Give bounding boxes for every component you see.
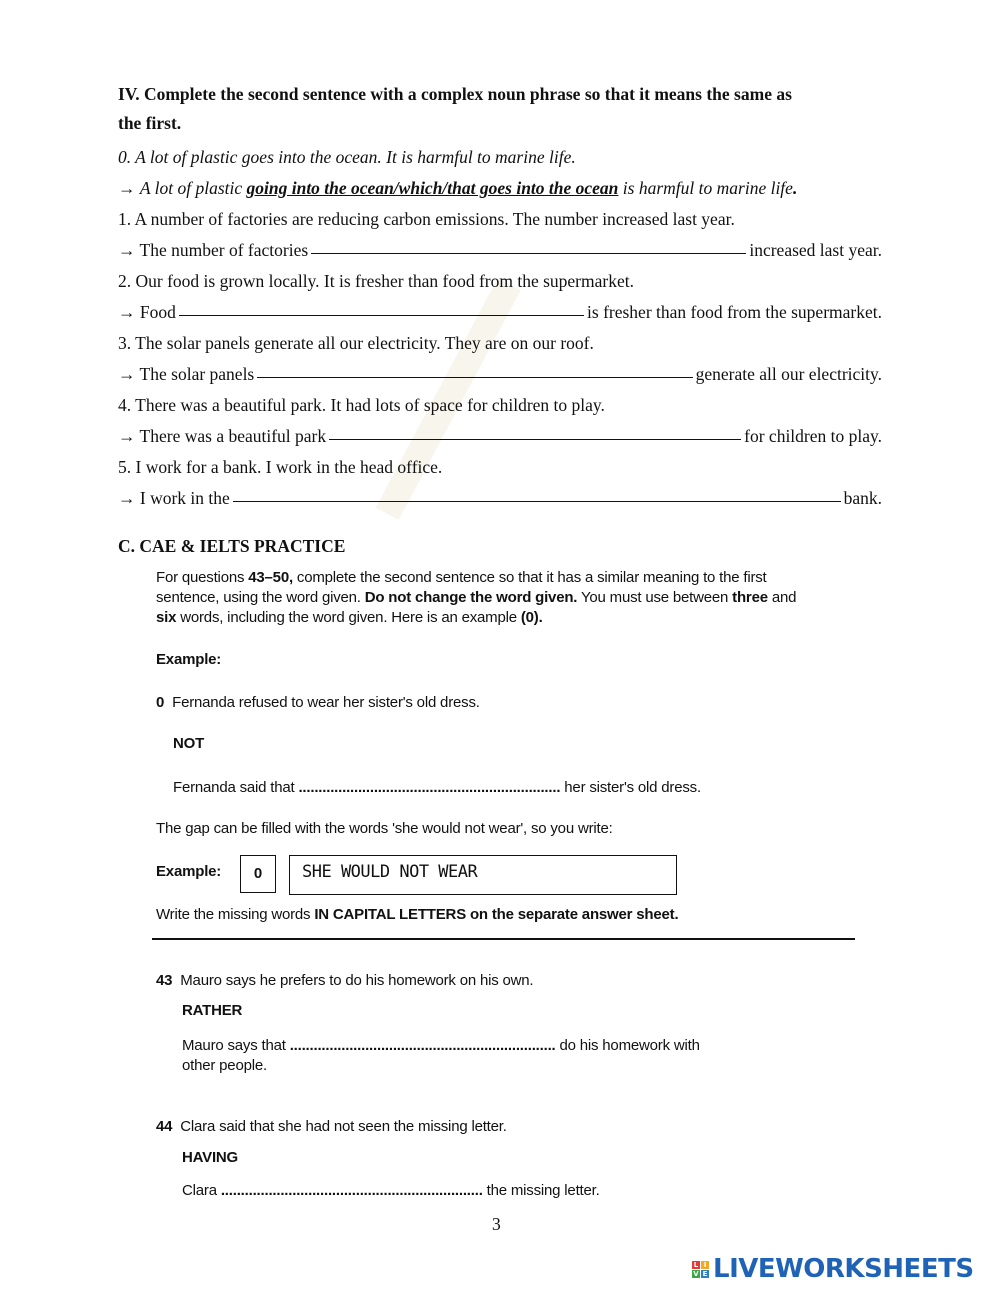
question-43-text: Mauro says he prefers to do his homework on his own. [180, 972, 534, 989]
question-43-start: Mauro says that [182, 1037, 286, 1054]
item-5-blank[interactable] [233, 501, 841, 502]
instr-text: For questions [156, 569, 249, 586]
item-2-suffix: is fresher than food from the supermarket. [587, 302, 882, 322]
instr-range: 43–50, [248, 569, 293, 586]
divider [152, 938, 855, 940]
instr-text: complete the second sentence so that it has a similar meaning to the first [292, 569, 767, 586]
item-1-prefix: → The number of factories [118, 240, 309, 260]
item-3-prefix: → The solar panels [118, 364, 255, 384]
item-1-suffix: increased last year. [749, 240, 882, 260]
question-44-number: 44 [156, 1118, 173, 1135]
instr-six: six [156, 609, 177, 626]
example-number: 0 [156, 694, 165, 711]
question-43-transform [182, 1036, 842, 1076]
item-2-blank[interactable] [179, 315, 584, 316]
item-1-blank[interactable] [311, 253, 746, 254]
example-sentence: 0. A lot of plastic goes into the ocean. It is harmful to marine life. [118, 147, 576, 167]
question-43-keyword: RATHER [182, 1002, 243, 1019]
section-iv-heading-line1: IV. Complete the second sentence with a complex noun phrase so that it means the same as [118, 84, 792, 104]
question-44-keyword: HAVING [182, 1149, 239, 1166]
section-c-heading: C. CAE & IELTS PRACTICE [118, 536, 346, 556]
item-3-answer-line [118, 364, 882, 385]
instr-text: words, including the word given. Here is an example [176, 609, 521, 626]
instr-text: sentence, using the word given. [156, 589, 365, 606]
item-4-answer-line [118, 426, 882, 447]
example-question [156, 694, 480, 711]
logo-icon-letter: E [702, 1269, 708, 1278]
question-44-transform [182, 1182, 600, 1199]
logo-icon-letter: I [701, 1261, 709, 1269]
question-44 [156, 1118, 507, 1135]
item-3-sentence: 3. The solar panels generate all our electricity. They are on our roof. [118, 333, 594, 353]
example-end: her sister's old dress. [564, 779, 701, 796]
item-1-sentence: 1. A number of factories are reducing carbon emissions. The number increased last year. [118, 209, 735, 229]
instr-three: three [732, 589, 768, 606]
question-44-start: Clara [182, 1182, 217, 1199]
question-43-end: do his homework with [559, 1037, 700, 1054]
example-answer: going into the ocean/which/that goes into the ocean [246, 178, 619, 198]
example-dots: .................................................................. [298, 779, 561, 796]
instr-emphasis: Do not change the word given. [364, 589, 578, 606]
question-44-end: the missing letter. [486, 1182, 600, 1199]
instr-example-ref: (0). [520, 609, 543, 626]
write-emphasis: IN CAPITAL LETTERS [314, 906, 466, 923]
logo-grid-icon [692, 1261, 709, 1278]
logo-icon-letter: V [693, 1269, 699, 1278]
instr-text: You must use between [577, 589, 733, 606]
section-iv-heading-line2: the first. [118, 113, 182, 133]
item-4-sentence: 4. There was a beautiful park. It had lots of space for children to play. [118, 395, 605, 415]
example-prefix: A lot of plastic [139, 178, 247, 198]
logo-text: LIVEWORKSHEETS [713, 1254, 974, 1284]
item-3-blank[interactable] [257, 377, 692, 378]
item-3-suffix: generate all our electricity. [695, 364, 882, 384]
item-5-answer-line [118, 488, 882, 509]
example-keyword: NOT [173, 735, 205, 752]
item-2-answer-line [118, 302, 882, 323]
example-end: . [792, 178, 798, 198]
question-44-dots[interactable]: .................................................................. [220, 1182, 483, 1199]
item-2-prefix: → Food [118, 302, 176, 322]
item-4-prefix: → There was a beautiful park [118, 426, 327, 446]
section-iv-heading [118, 84, 882, 134]
instr-text: and [767, 589, 797, 606]
example-answer-line [118, 178, 882, 199]
logo-icon-letter: L [693, 1260, 699, 1269]
item-5-suffix: bank. [843, 488, 882, 508]
item-1-answer-line [118, 240, 882, 261]
liveworksheets-logo[interactable] [692, 1254, 974, 1284]
example-label: Example: [156, 651, 222, 668]
gap-note: The gap can be filled with the words 'she would not wear', so you write: [156, 820, 613, 837]
item-4-suffix: for children to play. [744, 426, 882, 446]
item-2-sentence: 2. Our food is grown locally. It is fresher than food from the supermarket. [118, 271, 634, 291]
example-box-answer: SHE WOULD NOT WEAR [302, 862, 478, 882]
instructions [156, 568, 866, 628]
example-start: Fernanda said that [173, 779, 295, 796]
item-5-prefix: → I work in the [118, 488, 230, 508]
write-instruction [156, 906, 678, 923]
write-text-bold: on the separate answer sheet. [466, 906, 679, 923]
example-answer-box [289, 855, 677, 895]
question-43-number: 43 [156, 972, 173, 989]
question-44-text: Clara said that she had not seen the missing letter. [180, 1118, 507, 1135]
question-43-dots[interactable]: ................................................................... [289, 1037, 556, 1054]
item-5-sentence: 5. I work for a bank. I work in the head office. [118, 457, 443, 477]
example-question-text: Fernanda refused to wear her sister's old dress. [172, 694, 480, 711]
example-label-2: Example: [156, 863, 222, 880]
item-4-blank[interactable] [329, 439, 741, 440]
write-text: Write the missing words [156, 906, 315, 923]
question-43-end2: other people. [182, 1057, 267, 1074]
page-number: 3 [492, 1214, 501, 1234]
example-transform [173, 779, 701, 796]
question-43 [156, 972, 533, 989]
arrow-icon: → [118, 178, 136, 198]
example-box-number: 0 [240, 855, 276, 893]
example-suffix: is harmful to marine life [618, 178, 793, 198]
